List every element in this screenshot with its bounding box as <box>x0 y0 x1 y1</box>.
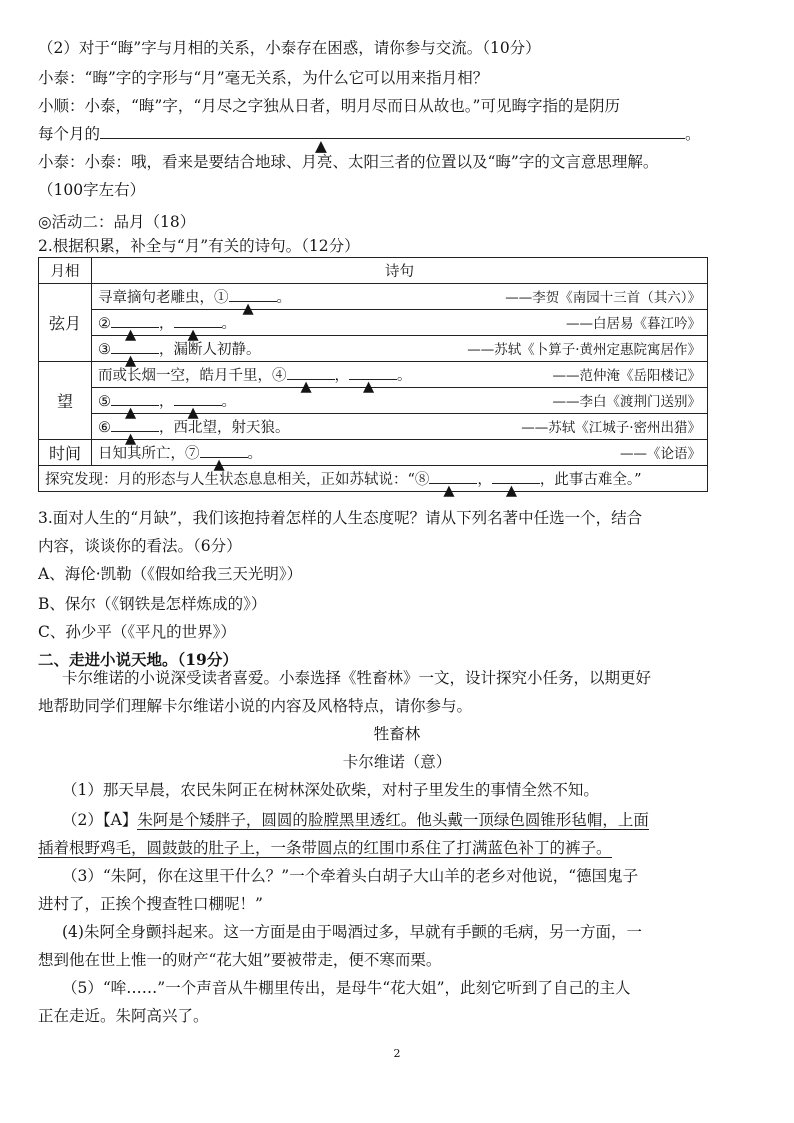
option-c: C、孙少平（《平凡的世界》） <box>38 623 236 641</box>
paragraph-5-line2: 正在走近。朱阿高兴了。 <box>38 1007 209 1025</box>
paragraph-3-line1: （3）“朱阿，你在这里干什么？”一个牵着头白胡子大山羊的老乡对他说，“德国鬼子 <box>62 867 639 885</box>
paragraph-5-line1: （5）“哞……”一个声音从牛棚里传出，是母牛“花大姐”，此刻它听到了自己的主人 <box>62 979 631 997</box>
section-2-title: 二、走进小说天地。（19分） <box>38 650 238 669</box>
poem-text: ⑥ <box>98 420 111 436</box>
answer-blank[interactable] <box>111 327 159 343</box>
poem-text: ② <box>98 316 111 332</box>
triangle-marker: ▲ <box>125 431 137 447</box>
triangle-marker: ▲ <box>187 405 199 421</box>
poem-text: 日知其所亡，⑦ <box>98 446 200 462</box>
header-phase: 月相 <box>39 258 92 284</box>
paragraph-1: （1）那天早晨，农民朱阿正在树林深处砍柴，对村子里发生的事情全然不知。 <box>62 781 599 799</box>
story-title: 牲畜林 <box>373 725 421 743</box>
poem-source: ——苏轼《卜算子·黄州定惠院寓居作》 <box>467 342 701 358</box>
dialogue-xiaotai-1: 小泰：“晦”字的字形与“月”毫无关系，为什么它可以用来指月相？ <box>38 69 489 87</box>
poem-table <box>38 257 708 499</box>
answer-line-prefix: 每个月的 <box>38 125 101 143</box>
poem-source: ——范仲淹《岳阳楼记》 <box>552 368 701 384</box>
paragraph-4-line1: (4)朱阿全身颤抖起来。这一方面是由于喝酒过多，早就有手颤的毛病，另一方面，一 <box>62 923 642 941</box>
triangle-marker: ▲ <box>125 353 137 369</box>
poem-text-after: ，漏断人初静。 <box>159 342 261 358</box>
answer-blank[interactable] <box>100 137 685 155</box>
question-2-title: 2.根据积累，补全与“月”有关的诗句。（12分） <box>38 237 360 255</box>
word-limit-note: （100字左右） <box>38 181 146 199</box>
story-author: 卡尔维诺（意） <box>342 753 452 771</box>
underlined-passage-a: 朱阿是个矮胖子，圆圆的脸膛黑里透红。他头戴一顶绿色圆锥形毡帽，上面 <box>137 811 649 829</box>
poem-row: 而或长烟一空，皓月千里，④ ▲ ， ▲ 。 ——范仲淹《岳阳楼记》 <box>92 362 708 388</box>
phase-cell: 时间 <box>39 440 92 466</box>
triangle-marker: ▲ <box>443 483 455 499</box>
answer-blank[interactable] <box>349 379 397 395</box>
question-3-line2: 内容，谈谈你的看法。（6分） <box>38 537 242 555</box>
triangle-marker: ▲ <box>187 327 199 343</box>
answer-line-period: 。 <box>685 125 701 143</box>
activity-2-title: ◎活动二：品月（18） <box>38 213 196 231</box>
answer-blank[interactable] <box>492 483 540 499</box>
triangle-marker: ▲ <box>213 457 225 473</box>
answer-line-row <box>38 124 701 155</box>
answer-blank[interactable] <box>111 353 159 369</box>
triangle-marker: ▲ <box>315 137 327 155</box>
poem-row: 日知其所亡，⑦ ▲ 。 ——《论语》 <box>92 440 708 466</box>
page-number: 2 <box>393 1047 401 1060</box>
triangle-marker: ▲ <box>505 483 518 499</box>
answer-blank[interactable] <box>174 405 222 421</box>
phase-cell: 望 <box>39 362 92 440</box>
section-2-intro-2: 地帮助同学们理解卡尔维诺小说的内容及风格特点，请你参与。 <box>38 697 473 715</box>
poem-source: ——白居易《暮江吟》 <box>566 316 701 332</box>
paragraph-2-line1 <box>62 810 649 830</box>
question-3-line1: 3.面对人生的“月缺”，我们该抱持着怎样的人生态度呢？请从下列名著中任选一个，结合 <box>38 509 643 527</box>
answer-blank[interactable] <box>287 379 335 395</box>
triangle-marker: ▲ <box>363 379 375 395</box>
triangle-marker: ▲ <box>125 405 137 421</box>
poem-source: ——李白《渡荆门送别》 <box>552 394 701 410</box>
answer-blank[interactable] <box>111 405 159 421</box>
poem-text: ⑤ <box>98 394 111 410</box>
paragraph-2-line2 <box>38 838 612 858</box>
triangle-marker: ▲ <box>125 327 137 343</box>
underlined-passage-b: 插着根野鸡毛，圆鼓鼓的肚子上，一条带圆点的红围巾系住了打满蓝色补丁的裤子。 <box>38 839 612 857</box>
poem-row <box>92 414 708 447</box>
poem-row: ⑤ ▲ ， ▲ 。 ——李白《渡荆门送别》 <box>92 388 708 414</box>
paragraph-2-lead: （2）【A】 <box>62 811 138 829</box>
poem-source: ——苏轼《江城子·密州出猎》 <box>521 420 701 436</box>
poem-text-after: ，西北望，射天狼。 <box>159 420 290 436</box>
paragraph-3-line2: 进村了，正挨个搜查牲口棚呢！” <box>38 895 263 913</box>
discovery-text: 探究发现：月的形态与人生状态息息相关，正如苏轼说：“⑧ <box>45 472 430 488</box>
answer-blank[interactable] <box>229 301 277 317</box>
poem-row: 寻章摘句老雕虫，① ▲ 。 ——李贺《南园十三首（其六）》 <box>92 284 708 310</box>
poem-text: 寻章摘句老雕虫，① <box>98 290 229 306</box>
dialogue-xiaotai-2: 小泰：小泰：哦，看来是要结合地球、月亮、太阳三者的位置以及“晦”字的文言意思理解。 <box>38 153 659 171</box>
option-b: B、保尔（《钢铁是怎样炼成的》） <box>38 595 267 613</box>
answer-blank[interactable] <box>111 431 159 447</box>
paragraph-4-line2: 想到他在世上惟一的财产“花大姐”要被带走，便不寒而栗。 <box>38 951 442 969</box>
discovery-end: ，此事古难全。” <box>539 472 642 488</box>
phase-cell: 弦月 <box>39 284 92 362</box>
dialogue-xiaoshun: 小顺：小泰，“晦”字，“月尽之字独从日者，明月尽而日从故也。”可见晦字指的是阴历 <box>38 97 620 115</box>
poem-text: ③ <box>98 342 111 358</box>
poem-text: 而或长烟一空，皓月千里，④ <box>98 368 287 384</box>
triangle-marker: ▲ <box>300 379 312 395</box>
answer-blank[interactable] <box>429 483 477 499</box>
question-2-intro: （2）对于“晦”字与月相的关系，小泰存在困惑，请你参与交流。（10分） <box>38 39 541 57</box>
answer-blank[interactable] <box>200 457 248 473</box>
discovery-row: 探究发现：月的形态与人生状态息息相关，正如苏轼说：“⑧ ▲ ， ▲ ，此事古难全。” <box>39 466 708 492</box>
header-poem: 诗句 <box>92 258 708 284</box>
poem-row: ② ▲ ， ▲ 。 ——白居易《暮江吟》 <box>92 310 708 336</box>
section-2-intro-1: 卡尔维诺的小说深受读者喜爱。小泰选择《牲畜林》一文，设计探究小任务，以期更好 <box>62 669 652 687</box>
triangle-marker: ▲ <box>242 301 254 317</box>
poem-source: ——《论语》 <box>620 446 701 462</box>
poem-source: ——李贺《南园十三首（其六）》 <box>505 290 701 306</box>
answer-blank[interactable] <box>174 327 222 343</box>
poem-row <box>92 336 708 369</box>
option-a: A、海伦·凯勒（《假如给我三天光明》） <box>38 565 303 583</box>
